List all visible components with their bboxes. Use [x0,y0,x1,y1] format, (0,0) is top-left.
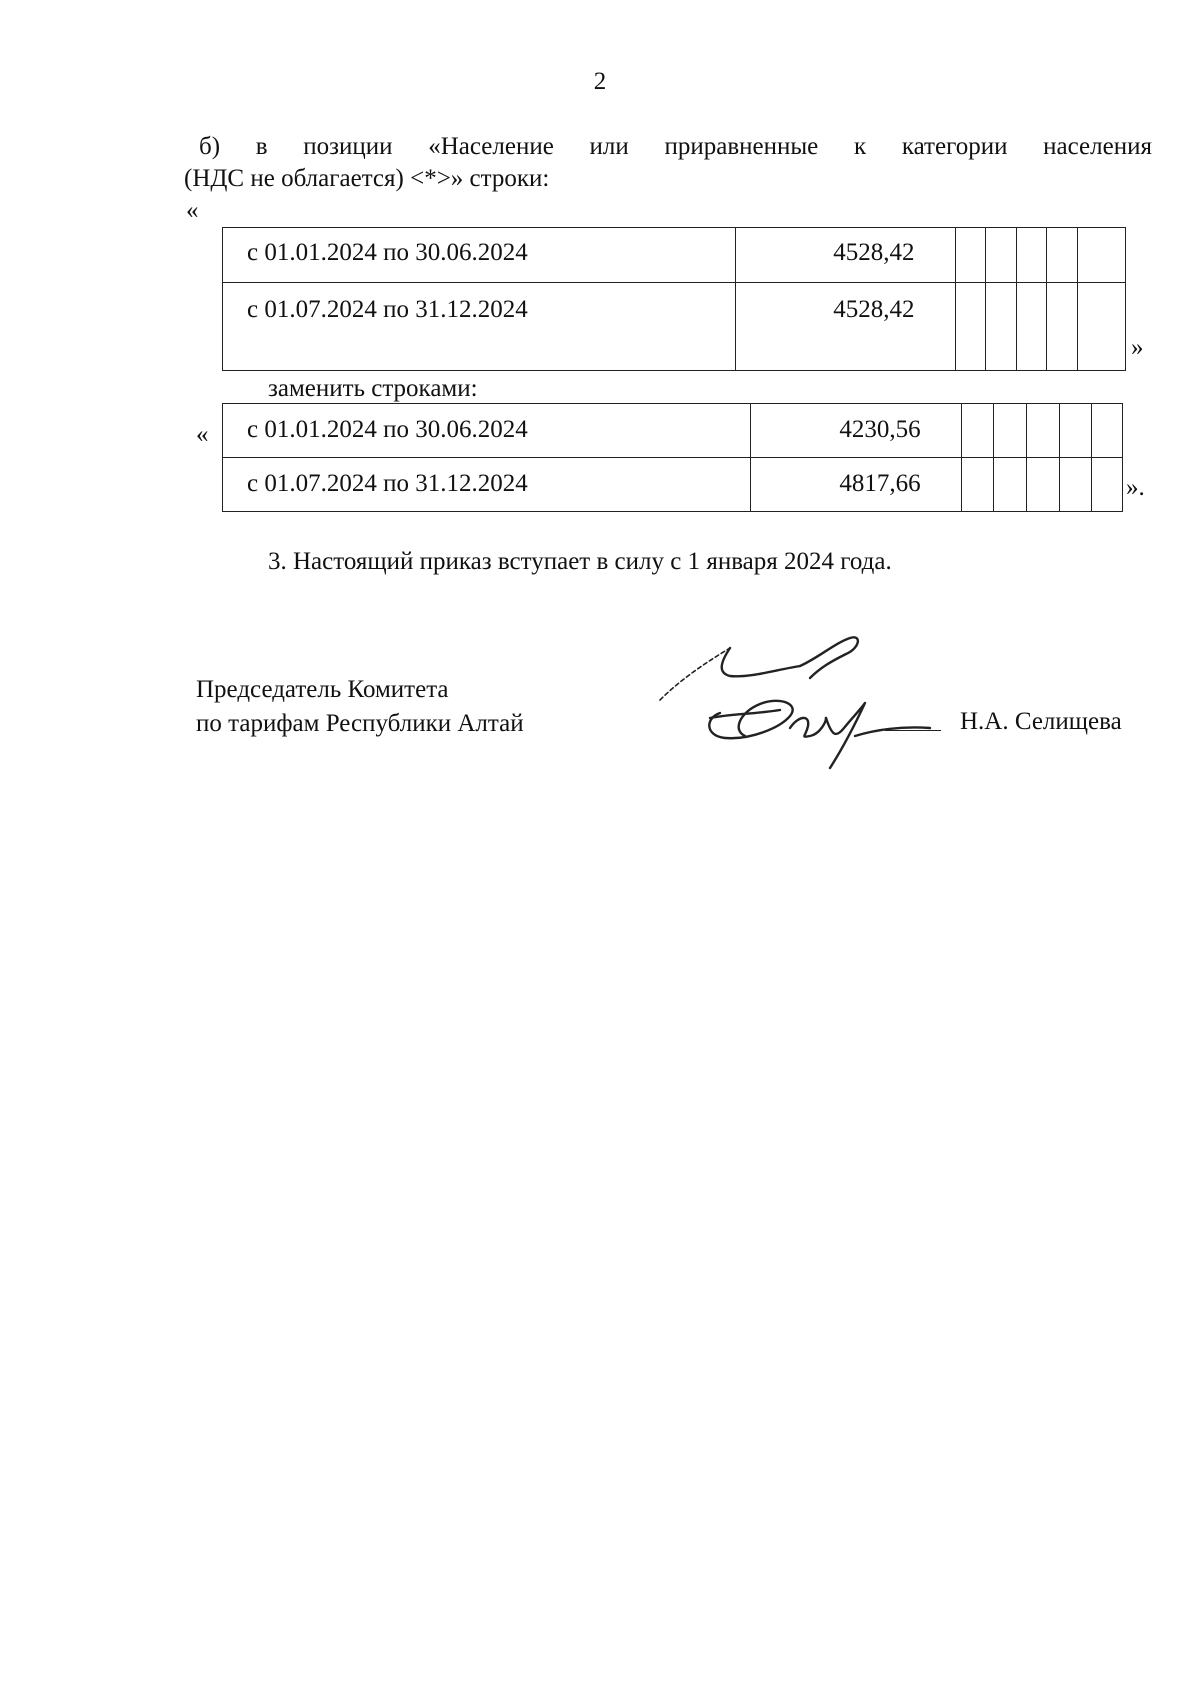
empty-cell [994,458,1027,512]
empty-cell [986,228,1017,283]
empty-cell [955,228,986,283]
signatory-title [196,673,524,741]
handwritten-signature [650,618,950,778]
empty-cell [1059,458,1092,512]
empty-cell [994,404,1027,458]
signatory-title-line2: по тарифам Республики Алтай [196,710,524,737]
empty-cell [1026,458,1059,512]
signature-underline [885,730,941,731]
empty-cell [961,458,994,512]
word: или [589,133,629,160]
word: к [853,133,867,160]
empty-cell [961,404,994,458]
table-row [223,283,1126,371]
empty-cell [1016,283,1047,371]
replace-label: заменить строками: [268,375,478,402]
word: приравненные [664,133,819,160]
word: населения [1043,133,1152,160]
empty-cell [1047,228,1078,283]
word: в [255,133,268,160]
paragraph-b-line2: (НДС не облагается) <*>» строки: [184,165,550,192]
period-cell: с 01.07.2024 по 31.12.2024 [223,283,736,371]
empty-cell [1092,404,1123,458]
signatory-title-line1: Председатель Комитета [196,676,449,703]
paragraph-3: 3. Настоящий приказ вступает в силу с 1 января 2024 года. [268,548,892,575]
table-row [223,404,1123,458]
period-cell: с 01.01.2024 по 30.06.2024 [223,228,736,283]
empty-cell [1078,228,1126,283]
value-cell: 4528,42 [735,228,955,283]
table-row [223,228,1126,283]
close-quote-new: ». [1126,474,1145,501]
old-rows-table [222,227,1126,371]
empty-cell [1092,458,1123,512]
empty-cell [1078,283,1126,371]
new-rows-table [222,403,1123,512]
open-quote-new: « [196,421,209,448]
period-cell: с 01.01.2024 по 30.06.2024 [223,404,751,458]
empty-cell [1026,404,1059,458]
word: б) [199,133,221,160]
empty-cell [1047,283,1078,371]
value-cell: 4230,56 [751,404,961,458]
empty-cell [1016,228,1047,283]
signatory-name: Н.А. Селищева [960,708,1122,735]
word: позиции [303,133,393,160]
value-cell: 4528,42 [735,283,955,371]
table-row [223,458,1123,512]
empty-cell [1059,404,1092,458]
open-quote-old: « [186,197,199,224]
word: «Население [428,133,554,160]
close-quote-old: » [1131,334,1144,361]
value-cell: 4817,66 [751,458,961,512]
page-number: 2 [593,68,607,95]
period-cell: с 01.07.2024 по 31.12.2024 [223,458,751,512]
empty-cell [955,283,986,371]
paragraph-b-line1 [199,133,1152,161]
empty-cell [986,283,1017,371]
word: категории [901,133,1008,160]
